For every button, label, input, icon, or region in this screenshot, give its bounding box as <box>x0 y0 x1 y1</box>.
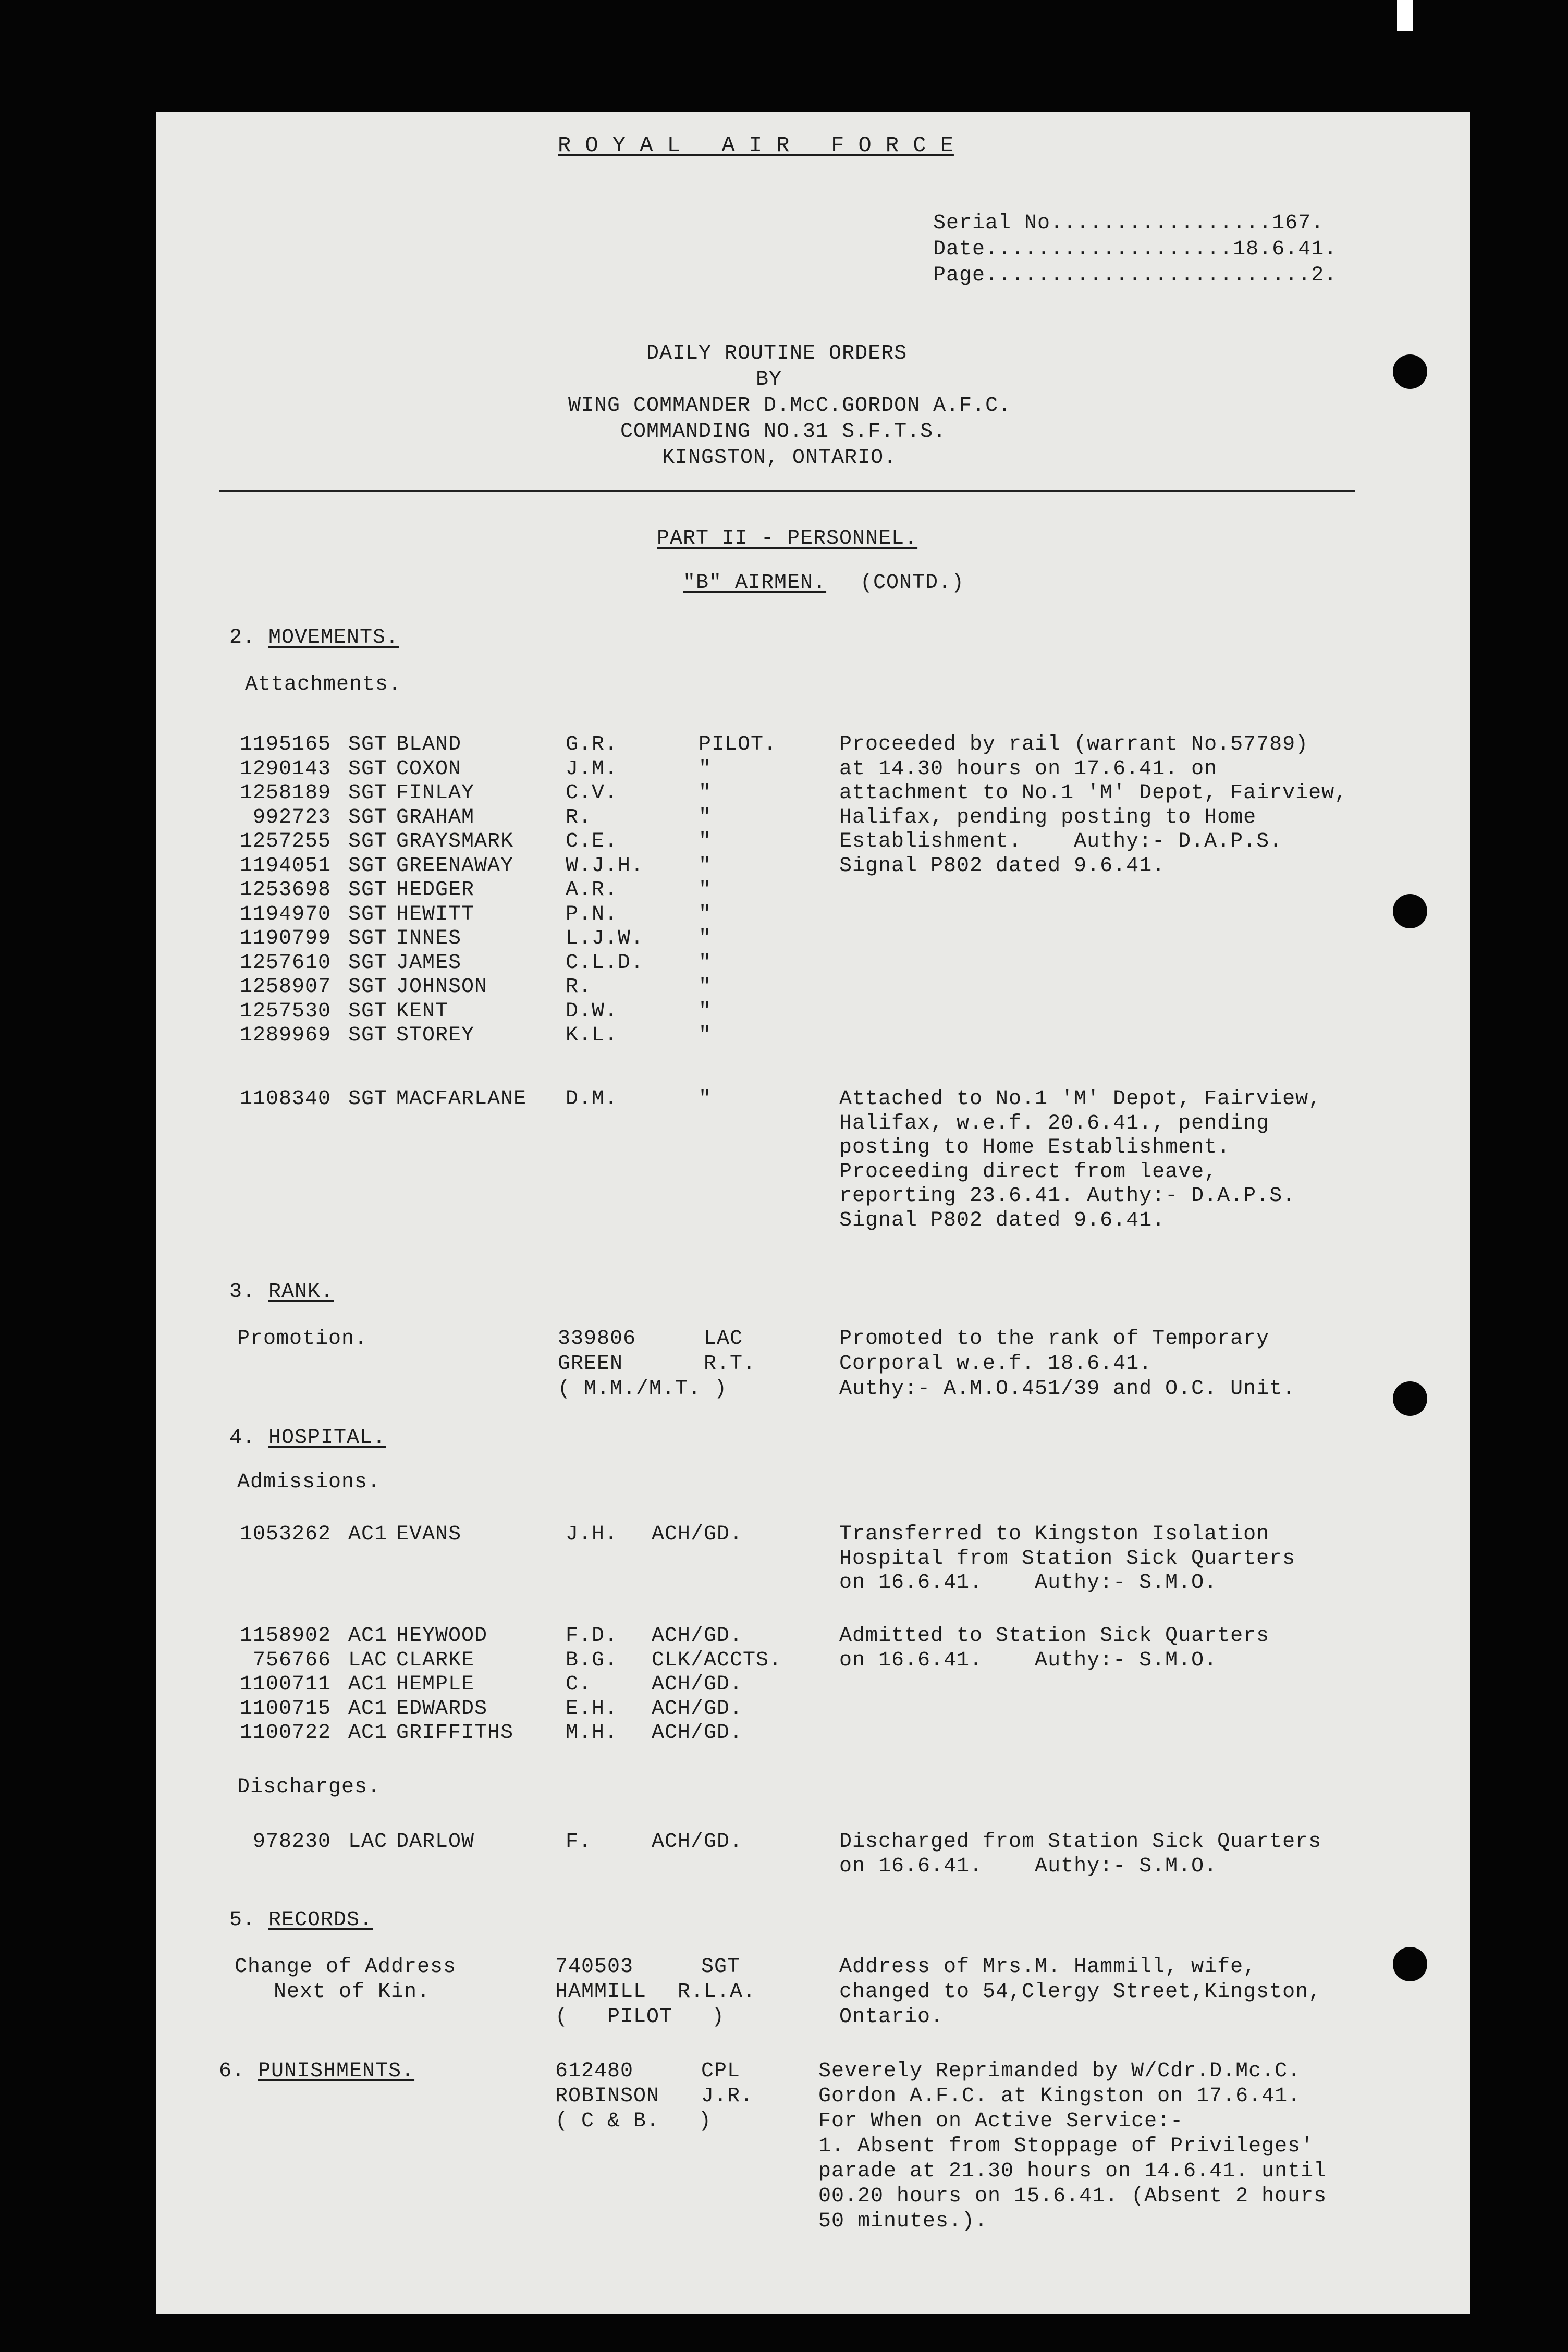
initials: R. <box>566 975 592 999</box>
trade: ( M.M./M.T. ) <box>558 1377 728 1401</box>
airman-name: STOREY <box>396 1024 475 1047</box>
trade: " <box>699 830 712 853</box>
note-line: Attached to No.1 'M' Depot, Fairview, <box>839 1087 1322 1111</box>
airman-name: HEMPLE <box>396 1673 475 1696</box>
part-subtitle: "B" AIRMEN. <box>683 571 827 595</box>
airman-name: DARLOW <box>396 1830 475 1854</box>
part-contd: (CONTD.) <box>860 571 965 595</box>
initials: J.R. <box>701 2085 754 2108</box>
trade: ACH/GD. <box>652 1697 743 1721</box>
service-number: 1100715 <box>240 1697 332 1721</box>
initials: C.V. <box>566 781 618 805</box>
attachments-subheading: Attachments. <box>245 673 402 696</box>
initials: J.M. <box>566 757 618 781</box>
airman-name: BLAND <box>396 733 462 756</box>
note-line: on 16.6.41. Authy:- S.M.O. <box>839 1854 1218 1878</box>
note-line: attachment to No.1 'M' Depot, Fairview, <box>839 781 1348 805</box>
airman-name: MACFARLANE <box>396 1087 527 1111</box>
rank: AC1 <box>348 1624 388 1648</box>
initials: D.M. <box>566 1087 618 1111</box>
initials: C. <box>566 1673 592 1696</box>
page-number: Page.........................2. <box>933 264 1338 287</box>
serial-number: Serial No.................167. <box>933 212 1325 235</box>
service-number: 1194051 <box>240 854 332 878</box>
change-of-address-label: Change of Address <box>235 1955 457 1979</box>
rank: SGT <box>348 733 388 756</box>
airman-name: COXON <box>396 757 462 781</box>
rank: SGT <box>348 757 388 781</box>
note-line: Admitted to Station Sick Quarters <box>839 1624 1270 1648</box>
hospital-heading: HOSPITAL. <box>268 1426 386 1450</box>
service-number: 1257255 <box>240 830 332 853</box>
airman-name: JAMES <box>396 951 462 975</box>
note-line: on 16.6.41. Authy:- S.M.O. <box>839 1571 1218 1595</box>
trade: ACH/GD. <box>652 1624 743 1648</box>
initials: W.J.H. <box>566 854 644 878</box>
rank: LAC <box>704 1327 743 1351</box>
service-number: 1257610 <box>240 951 332 975</box>
service-number: 1290143 <box>240 757 332 781</box>
service-number: 1158902 <box>240 1624 332 1648</box>
note-line: Signal P802 dated 9.6.41. <box>839 1208 1166 1232</box>
airman-name: KENT <box>396 999 449 1023</box>
airman-name: GRAYSMARK <box>396 830 514 853</box>
trade: " <box>699 975 712 999</box>
records-heading: RECORDS. <box>268 1908 373 1932</box>
note-line: Address of Mrs.M. Hammill, wife, <box>839 1955 1257 1979</box>
note-line: Proceeded by rail (warrant No.57789) <box>839 733 1309 756</box>
trade: " <box>699 999 712 1023</box>
note-line: Establishment. Authy:- D.A.P.S. <box>839 830 1283 853</box>
note-line: Discharged from Station Sick Quarters <box>839 1830 1322 1854</box>
rank: LAC <box>348 1648 388 1672</box>
airman-name: HEDGER <box>396 878 475 902</box>
punch-hole <box>1393 354 1427 389</box>
airman-name: CLARKE <box>396 1648 475 1672</box>
service-number: 978230 <box>253 1830 332 1854</box>
initials: G.R. <box>566 733 618 756</box>
rank: AC1 <box>348 1721 388 1745</box>
rank: SGT <box>348 927 388 950</box>
trade: " <box>699 757 712 781</box>
note-line: Severely Reprimanded by W/Cdr.D.Mc.C. <box>818 2060 1301 2083</box>
initials: F.D. <box>566 1624 618 1648</box>
trade: ACH/GD. <box>652 1830 743 1854</box>
next-of-kin-label: Next of Kin. <box>274 1980 431 2004</box>
initials: R.L.A. <box>678 1980 756 2004</box>
airman-name: HEWITT <box>396 902 475 926</box>
service-number: 1194970 <box>240 902 332 926</box>
note-line: 50 minutes.). <box>818 2210 988 2233</box>
routine-orders-page <box>156 112 1470 2314</box>
rank: SGT <box>348 781 388 805</box>
rank-section-number: 3. <box>229 1280 256 1304</box>
airman-name: HAMMILL <box>555 1980 647 2004</box>
trade: " <box>699 854 712 878</box>
note-line: 00.20 hours on 15.6.41. (Absent 2 hours <box>818 2185 1327 2208</box>
orders-heading-line-1: DAILY ROUTINE ORDERS <box>646 342 908 365</box>
rank: SGT <box>348 999 388 1023</box>
rank: SGT <box>701 1955 741 1979</box>
note-line: 1. Absent from Stoppage of Privileges' <box>818 2135 1314 2158</box>
initials: A.R. <box>566 878 618 902</box>
order-date: Date...................18.6.41. <box>933 238 1338 261</box>
part-title: PART II - PERSONNEL. <box>657 527 918 550</box>
rank: CPL <box>701 2060 741 2083</box>
discharges-subheading: Discharges. <box>237 1775 381 1799</box>
airman-name: JOHNSON <box>396 975 488 999</box>
orders-heading-line-4: COMMANDING NO.31 S.F.T.S. <box>620 420 947 444</box>
note-line: Ontario. <box>839 2005 944 2029</box>
service-number: 1195165 <box>240 733 332 756</box>
rank: SGT <box>348 854 388 878</box>
initials: M.H. <box>566 1721 618 1745</box>
trade: ACH/GD. <box>652 1673 743 1696</box>
hospital-number: 4. <box>229 1426 256 1450</box>
trade: " <box>699 781 712 805</box>
heading-divider <box>219 490 1355 492</box>
rank: SGT <box>348 975 388 999</box>
note-line: Gordon A.F.C. at Kingston on 17.6.41. <box>818 2085 1301 2108</box>
airman-name: GRIFFITHS <box>396 1721 514 1745</box>
orders-heading-line-3: WING COMMANDER D.McC.GORDON A.F.C. <box>568 394 1012 418</box>
initials: R. <box>566 805 592 829</box>
rank: SGT <box>348 805 388 829</box>
airman-name: ROBINSON <box>555 2085 660 2108</box>
airman-name: INNES <box>396 927 462 950</box>
service-number: 992723 <box>253 805 332 829</box>
initials: D.W. <box>566 999 618 1023</box>
orders-heading-line-2: BY <box>756 368 782 391</box>
rank: SGT <box>348 902 388 926</box>
note-line: Corporal w.e.f. 18.6.41. <box>839 1352 1153 1376</box>
trade: " <box>699 902 712 926</box>
service-number: 1053262 <box>240 1523 332 1546</box>
service-number: 1100722 <box>240 1721 332 1745</box>
note-line: Halifax, pending posting to Home <box>839 805 1257 829</box>
admissions-subheading: Admissions. <box>237 1471 381 1494</box>
punch-hole <box>1393 1947 1427 1981</box>
trade: " <box>699 1087 712 1111</box>
airman-name: GREENAWAY <box>396 854 514 878</box>
rank: SGT <box>348 830 388 853</box>
airman-name: GRAHAM <box>396 805 475 829</box>
trade: " <box>699 878 712 902</box>
service-number: 612480 <box>555 2060 634 2083</box>
trade: ( C & B. ) <box>555 2110 712 2133</box>
rank: AC1 <box>348 1673 388 1696</box>
trade: ACH/GD. <box>652 1721 743 1745</box>
initials: E.H. <box>566 1697 618 1721</box>
promotion-label: Promotion. <box>237 1327 368 1351</box>
initials: C.L.D. <box>566 951 644 975</box>
service-number: 1258189 <box>240 781 332 805</box>
trade: ( PILOT ) <box>555 2005 725 2029</box>
airman-name: HEYWOOD <box>396 1624 488 1648</box>
rank: LAC <box>348 1830 388 1854</box>
top-edge-mark <box>1397 0 1413 31</box>
note-line: Hospital from Station Sick Quarters <box>839 1547 1296 1571</box>
service-number: 339806 <box>558 1327 636 1351</box>
note-line: posting to Home Establishment. <box>839 1136 1231 1159</box>
note-line: Signal P802 dated 9.6.41. <box>839 854 1166 878</box>
note-line: Halifax, w.e.f. 20.6.41., pending <box>839 1111 1270 1135</box>
trade: " <box>699 1024 712 1047</box>
trade: " <box>699 951 712 975</box>
initials: R.T. <box>704 1352 756 1376</box>
punch-hole <box>1393 894 1427 928</box>
trade: " <box>699 927 712 950</box>
punishments-heading: PUNISHMENTS. <box>258 2060 415 2083</box>
initials: C.E. <box>566 830 618 853</box>
rank: SGT <box>348 1024 388 1047</box>
note-line: on 16.6.41. Authy:- S.M.O. <box>839 1648 1218 1672</box>
punch-hole <box>1393 1381 1427 1416</box>
movements-heading: MOVEMENTS. <box>268 626 399 650</box>
service-number: 740503 <box>555 1955 634 1979</box>
airman-name: FINLAY <box>396 781 475 805</box>
service-number: 1257530 <box>240 999 332 1023</box>
rank: SGT <box>348 878 388 902</box>
airman-name: GREEN <box>558 1352 623 1376</box>
trade: PILOT. <box>699 733 777 756</box>
service-number: 1258907 <box>240 975 332 999</box>
service-number: 756766 <box>253 1648 332 1672</box>
service-number: 1289969 <box>240 1024 332 1047</box>
trade: " <box>699 805 712 829</box>
initials: K.L. <box>566 1024 618 1047</box>
rank: AC1 <box>348 1523 388 1546</box>
rank: SGT <box>348 1087 388 1111</box>
trade: ACH/GD. <box>652 1523 743 1546</box>
initials: P.N. <box>566 902 618 926</box>
records-number: 5. <box>229 1908 256 1932</box>
document-title: R O Y A L A I R F O R C E <box>558 133 954 158</box>
initials: L.J.W. <box>566 927 644 950</box>
service-number: 1100711 <box>240 1673 332 1696</box>
note-line: Transferred to Kingston Isolation <box>839 1523 1270 1546</box>
orders-heading-line-5: KINGSTON, ONTARIO. <box>662 446 897 470</box>
note-line: Proceeding direct from leave, <box>839 1160 1218 1184</box>
service-number: 1253698 <box>240 878 332 902</box>
note-line: Authy:- A.M.O.451/39 and O.C. Unit. <box>839 1377 1296 1401</box>
note-line: changed to 54,Clergy Street,Kingston, <box>839 1980 1322 2004</box>
trade: CLK/ACCTS. <box>652 1648 782 1672</box>
note-line: parade at 21.30 hours on 14.6.41. until <box>818 2160 1327 2183</box>
initials: J.H. <box>566 1523 618 1546</box>
airman-name: EDWARDS <box>396 1697 488 1721</box>
note-line: reporting 23.6.41. Authy:- D.A.P.S. <box>839 1184 1296 1208</box>
note-line: For When on Active Service:- <box>818 2110 1184 2133</box>
movements-number: 2. <box>229 626 256 650</box>
rank: AC1 <box>348 1697 388 1721</box>
service-number: 1190799 <box>240 927 332 950</box>
airman-name: EVANS <box>396 1523 462 1546</box>
note-line: Promoted to the rank of Temporary <box>839 1327 1270 1351</box>
rank: SGT <box>348 951 388 975</box>
service-number: 1108340 <box>240 1087 332 1111</box>
initials: F. <box>566 1830 592 1854</box>
note-line: at 14.30 hours on 17.6.41. on <box>839 757 1218 781</box>
punishments-number: 6. <box>219 2060 246 2083</box>
rank-section-heading: RANK. <box>268 1280 334 1304</box>
initials: B.G. <box>566 1648 618 1672</box>
